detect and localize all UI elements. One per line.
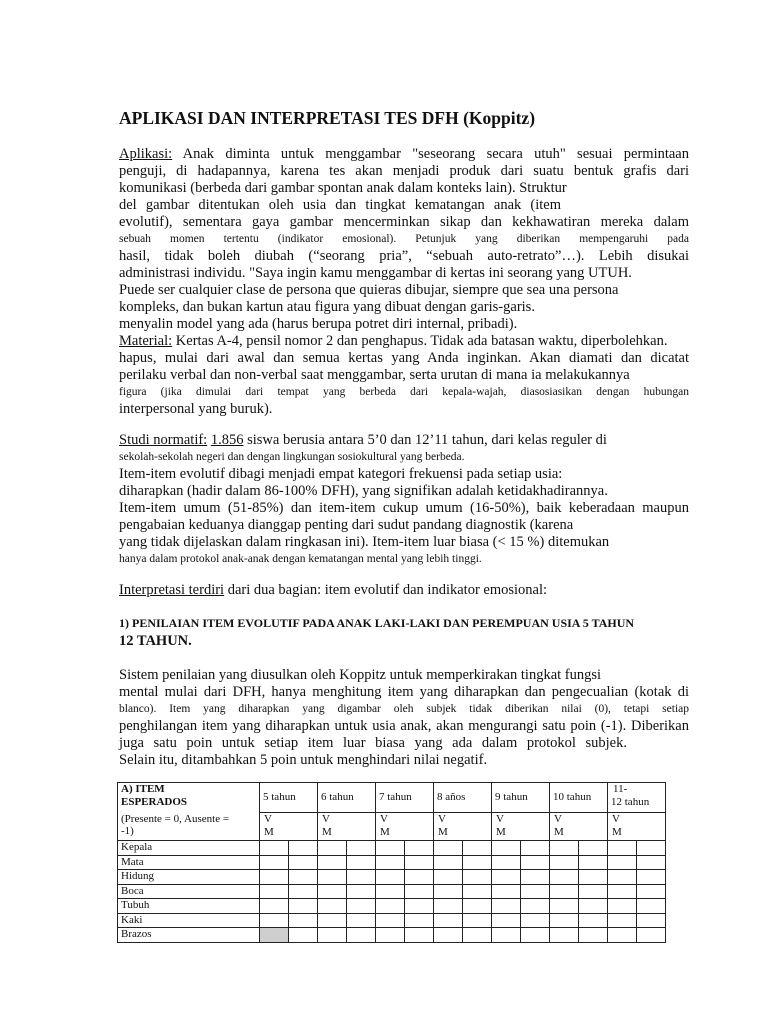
- score-cell[interactable]: [434, 928, 463, 943]
- score-cell[interactable]: [434, 841, 463, 856]
- age-col-10: 10 tahun: [550, 783, 608, 813]
- table-row: [118, 841, 666, 856]
- m-label: M: [438, 825, 448, 838]
- score-cell[interactable]: [608, 913, 637, 928]
- score-cell[interactable]: [492, 913, 521, 928]
- score-cell[interactable]: [347, 899, 376, 914]
- table-row: [118, 913, 666, 928]
- studi-label: Studi normatif:: [119, 432, 208, 448]
- aplikasi-line-7: hasil, tidak boleh diubah (“seorang pria”, “sebuah auto-retrato”…). Lebih disukai: [119, 248, 689, 264]
- score-cell[interactable]: [492, 855, 521, 870]
- interpretasi-line: [119, 582, 547, 599]
- table-row: [118, 899, 666, 914]
- studi-line-6: pengabaian keduanya dianggap penting dari sudut pandang diagnostik (karena: [119, 517, 574, 533]
- score-cell[interactable]: [492, 870, 521, 885]
- score-cell[interactable]: [260, 928, 289, 943]
- score-cell[interactable]: [608, 855, 637, 870]
- score-cell[interactable]: [608, 928, 637, 943]
- score-cell[interactable]: [637, 870, 666, 885]
- score-cell[interactable]: [579, 855, 608, 870]
- score-cell[interactable]: [376, 841, 405, 856]
- m-label: M: [380, 825, 390, 838]
- item-label: Kaki: [118, 913, 260, 928]
- score-cell[interactable]: [376, 928, 405, 943]
- score-cell[interactable]: [463, 928, 492, 943]
- score-cell[interactable]: [463, 855, 492, 870]
- item-label: Hidung: [118, 870, 260, 885]
- interpretasi-label: Interpretasi terdiri: [119, 582, 225, 598]
- score-cell[interactable]: [637, 855, 666, 870]
- score-cell[interactable]: [579, 884, 608, 899]
- vm-cell-6: [318, 813, 376, 841]
- aplikasi-label: Aplikasi:: [119, 146, 173, 162]
- score-cell[interactable]: [463, 913, 492, 928]
- score-cell[interactable]: [376, 913, 405, 928]
- score-cell[interactable]: [289, 870, 318, 885]
- score-cell[interactable]: [347, 928, 376, 943]
- section-1-heading-cont: 12 TAHUN.: [119, 633, 192, 649]
- item-label: Mata: [118, 855, 260, 870]
- sistem-line-6: Selain itu, ditambahkan 5 poin untuk menghindari nilai negatif.: [119, 752, 488, 768]
- header-sub-line-2: -1): [121, 825, 134, 837]
- table-row: [118, 855, 666, 870]
- m-label: M: [496, 825, 506, 838]
- score-cell[interactable]: [579, 841, 608, 856]
- header-sub-line-1: (Presente = 0, Ausente =: [121, 812, 230, 825]
- sistem-line-4: penghilangan item yang diharapkan untuk usia anak, akan mengurangi satu poin (-1). Diberikan: [119, 718, 689, 734]
- score-cell[interactable]: [376, 855, 405, 870]
- score-cell[interactable]: [318, 913, 347, 928]
- score-cell[interactable]: [405, 870, 434, 885]
- score-cell[interactable]: [347, 870, 376, 885]
- score-cell[interactable]: [521, 870, 550, 885]
- aplikasi-line-2: penguji, di hadapannya, karena tes akan menjadi produk dari suatu bentuk grafis dari: [119, 163, 689, 179]
- score-cell[interactable]: [434, 870, 463, 885]
- sistem-line-2: mental mulai dari DFH, hanya menghitung item yang diharapkan dan pengecualian (kotak di: [119, 684, 689, 700]
- score-cell[interactable]: [637, 928, 666, 943]
- v-label: V: [264, 813, 272, 825]
- v-label: V: [380, 813, 388, 825]
- vm-cell-10: [550, 813, 608, 841]
- table-header-row: [118, 783, 666, 813]
- score-cell[interactable]: [492, 928, 521, 943]
- score-cell[interactable]: [405, 884, 434, 899]
- score-cell[interactable]: [289, 855, 318, 870]
- table-body: [118, 841, 666, 943]
- score-cell[interactable]: [521, 899, 550, 914]
- score-cell[interactable]: [318, 899, 347, 914]
- v-label: V: [612, 813, 620, 825]
- score-cell[interactable]: [405, 841, 434, 856]
- material-line-5: interpersonal yang buruk).: [119, 401, 273, 417]
- score-cell[interactable]: [608, 884, 637, 899]
- score-cell[interactable]: [434, 884, 463, 899]
- score-cell[interactable]: [318, 870, 347, 885]
- header-line-2: ESPERADOS: [121, 795, 188, 808]
- score-cell[interactable]: [550, 870, 579, 885]
- score-cell[interactable]: [463, 841, 492, 856]
- header-line-1: A) ITEM: [121, 783, 165, 795]
- aplikasi-line-6: sebuah momen tertentu (indikator emosional). Petunjuk yang diberikan mempengaruhi pada: [119, 233, 689, 245]
- score-cell[interactable]: [289, 928, 318, 943]
- score-cell[interactable]: [521, 884, 550, 899]
- vm-cell-9: [492, 813, 550, 841]
- material-line-3: perilaku verbal dan non-verbal saat menggambar, serta urutan di mana ia melakukannya: [119, 367, 630, 383]
- age-col-11-12-line-1: 11-: [613, 783, 628, 795]
- aplikasi-line-9: Puede ser cualquier clase de persona que quieras dibujar, siempre que sea una persona: [119, 282, 619, 298]
- score-cell[interactable]: [550, 841, 579, 856]
- m-label: M: [322, 825, 332, 838]
- score-cell[interactable]: [463, 884, 492, 899]
- score-cell[interactable]: [318, 884, 347, 899]
- score-cell[interactable]: [463, 899, 492, 914]
- aplikasi-line-10: kompleks, dan bukan kartun atau figura yang dibuat dengan garis-garis.: [119, 299, 535, 315]
- aplikasi-line-11: menyalin model yang ada (harus berupa potret diri internal, pribadi).: [119, 316, 518, 332]
- aplikasi-line-5: evolutif), sementara gaya gambar mencerminkan sikap dan kekhawatiran mereka dalam: [119, 214, 689, 230]
- v-label: V: [438, 813, 446, 825]
- age-col-11-12-line-2: 12 tahun: [611, 795, 650, 808]
- aplikasi-line-4: del gambar ditentukan oleh usia dan tingkat kematangan anak (item: [119, 197, 561, 213]
- score-cell[interactable]: [289, 841, 318, 856]
- studi-line-5: Item-item umum (51-85%) dan item-item cukup umum (16-50%), baik keberadaan maupun: [119, 500, 689, 516]
- score-cell[interactable]: [405, 855, 434, 870]
- score-cell[interactable]: [347, 841, 376, 856]
- aplikasi-line-1: [119, 146, 689, 163]
- score-cell[interactable]: [608, 841, 637, 856]
- score-cell[interactable]: [405, 913, 434, 928]
- age-col-6: 6 tahun: [318, 783, 376, 813]
- vm-cell-11-12: [608, 813, 666, 841]
- m-label: M: [264, 825, 274, 838]
- score-cell[interactable]: [376, 899, 405, 914]
- document-title: APLIKASI DAN INTERPRETASI TES DFH (Koppitz): [119, 108, 536, 128]
- score-cell[interactable]: [318, 928, 347, 943]
- vm-cell-7: [376, 813, 434, 841]
- score-cell[interactable]: [260, 899, 289, 914]
- score-cell[interactable]: [550, 855, 579, 870]
- score-cell[interactable]: [260, 913, 289, 928]
- score-cell[interactable]: [289, 884, 318, 899]
- score-cell[interactable]: [347, 884, 376, 899]
- score-cell[interactable]: [347, 855, 376, 870]
- age-col-5: 5 tahun: [260, 783, 318, 813]
- vm-cell-8: [434, 813, 492, 841]
- sistem-line-3: blanco). Item yang diharapkan yang digambar oleh subjek tidak diberikan nilai (0), tetapi setiap: [119, 703, 689, 715]
- studi-number: 1.856: [210, 432, 244, 448]
- age-col-8: 8 años: [434, 783, 492, 813]
- score-cell[interactable]: [637, 899, 666, 914]
- score-cell[interactable]: [579, 928, 608, 943]
- studi-line-4: diharapkan (hadir dalam 86-100% DFH), yang signifikan adalah ketidakhadirannya.: [119, 483, 608, 499]
- score-cell[interactable]: [637, 884, 666, 899]
- score-cell[interactable]: [521, 928, 550, 943]
- age-col-7: 7 tahun: [376, 783, 434, 813]
- score-cell[interactable]: [608, 870, 637, 885]
- v-label: V: [496, 813, 504, 825]
- table-row: [118, 870, 666, 885]
- studi-line-3: Item-item evolutif dibagi menjadi empat kategori frekuensi pada setiap usia:: [119, 466, 563, 482]
- aplikasi-line-1-text: Anak diminta untuk menggambar "seseorang secara utuh" sesuai permintaan: [172, 146, 689, 162]
- score-cell[interactable]: [260, 884, 289, 899]
- age-col-9: 9 tahun: [492, 783, 550, 813]
- section-1-heading: 1) PENILAIAN ITEM EVOLUTIF PADA ANAK LAKI-LAKI DAN PEREMPUAN USIA 5 TAHUN: [119, 616, 635, 630]
- score-cell[interactable]: [376, 870, 405, 885]
- score-cell[interactable]: [434, 855, 463, 870]
- score-cell[interactable]: [347, 913, 376, 928]
- score-cell[interactable]: [492, 884, 521, 899]
- table-row: [118, 928, 666, 943]
- studi-line-1: [119, 432, 607, 449]
- age-col-11-12: [608, 783, 666, 813]
- aplikasi-line-3: komunikasi (berbeda dari gambar spontan anak dalam konteks lain). Struktur: [119, 180, 567, 196]
- score-cell[interactable]: [521, 841, 550, 856]
- m-label: M: [612, 825, 622, 838]
- table-header-cell: [118, 783, 260, 813]
- v-label: V: [322, 813, 330, 825]
- score-cell[interactable]: [260, 855, 289, 870]
- score-cell[interactable]: [550, 899, 579, 914]
- score-cell[interactable]: [521, 855, 550, 870]
- m-label: M: [554, 825, 564, 838]
- sistem-line-5: juga satu poin untuk setiap item luar biasa yang ada dalam protokol subjek.: [119, 735, 627, 751]
- score-cell[interactable]: [492, 841, 521, 856]
- score-cell[interactable]: [289, 899, 318, 914]
- material-label: Material:: [119, 333, 173, 349]
- evolutive-items-table: [117, 782, 666, 943]
- score-cell[interactable]: [608, 899, 637, 914]
- item-label: Tubuh: [118, 899, 260, 914]
- studi-line-7: yang tidak dijelaskan dalam ringkasan ini). Item-item luar biasa (< 15 %) ditemukan: [119, 534, 610, 550]
- item-label: Kepala: [118, 841, 260, 856]
- aplikasi-line-8: administrasi individu. "Saya ingin kamu menggambar di kertas ini seorang yang UTUH.: [119, 265, 632, 281]
- score-cell[interactable]: [550, 884, 579, 899]
- material-line-1: [119, 333, 667, 350]
- score-cell[interactable]: [463, 870, 492, 885]
- item-label: Boca: [118, 884, 260, 899]
- score-cell[interactable]: [550, 913, 579, 928]
- score-cell[interactable]: [405, 928, 434, 943]
- score-cell[interactable]: [579, 913, 608, 928]
- score-cell[interactable]: [579, 899, 608, 914]
- score-cell[interactable]: [376, 884, 405, 899]
- score-cell[interactable]: [550, 928, 579, 943]
- table-subheader-cell: [118, 813, 260, 841]
- score-cell[interactable]: [260, 841, 289, 856]
- studi-line-2: sekolah-sekolah negeri dan dengan lingkungan sosiokultural yang berbeda.: [119, 451, 465, 463]
- material-line-1-text: Kertas A-4, pensil nomor 2 dan penghapus. Tidak ada batasan waktu, diperbolehkan.: [172, 333, 668, 349]
- sistem-line-1: Sistem penilaian yang diusulkan oleh Koppitz untuk memperkirakan tingkat fungsi: [119, 667, 602, 683]
- item-label: Brazos: [118, 928, 260, 943]
- table-subheader-row: [118, 813, 666, 841]
- material-line-2: hapus, mulai dari awal dan semua kertas yang Anda inginkan. Akan diamati dan dicatat: [119, 350, 689, 366]
- score-cell[interactable]: [492, 899, 521, 914]
- score-cell[interactable]: [405, 899, 434, 914]
- score-cell[interactable]: [521, 913, 550, 928]
- score-cell[interactable]: [289, 913, 318, 928]
- v-label: V: [554, 813, 562, 825]
- studi-line-8: hanya dalam protokol anak-anak dengan kematangan mental yang lebih tinggi.: [119, 553, 482, 565]
- vm-cell-5: [260, 813, 318, 841]
- material-line-4: figura (jika dimulai dari tempat yang berbeda dari kepala-wajah, diasosiasikan dengan hubungan: [119, 386, 689, 398]
- score-cell[interactable]: [318, 855, 347, 870]
- score-cell[interactable]: [637, 841, 666, 856]
- score-cell[interactable]: [434, 913, 463, 928]
- score-cell[interactable]: [260, 870, 289, 885]
- studi-line-1-text: siswa berusia antara 5’0 dan 12’11 tahun, dari kelas reguler di: [243, 432, 607, 448]
- interpretasi-text: dari dua bagian: item evolutif dan indikator emosional:: [224, 582, 548, 598]
- table-row: [118, 884, 666, 899]
- score-cell[interactable]: [579, 870, 608, 885]
- score-cell[interactable]: [637, 913, 666, 928]
- score-cell[interactable]: [434, 899, 463, 914]
- score-cell[interactable]: [318, 841, 347, 856]
